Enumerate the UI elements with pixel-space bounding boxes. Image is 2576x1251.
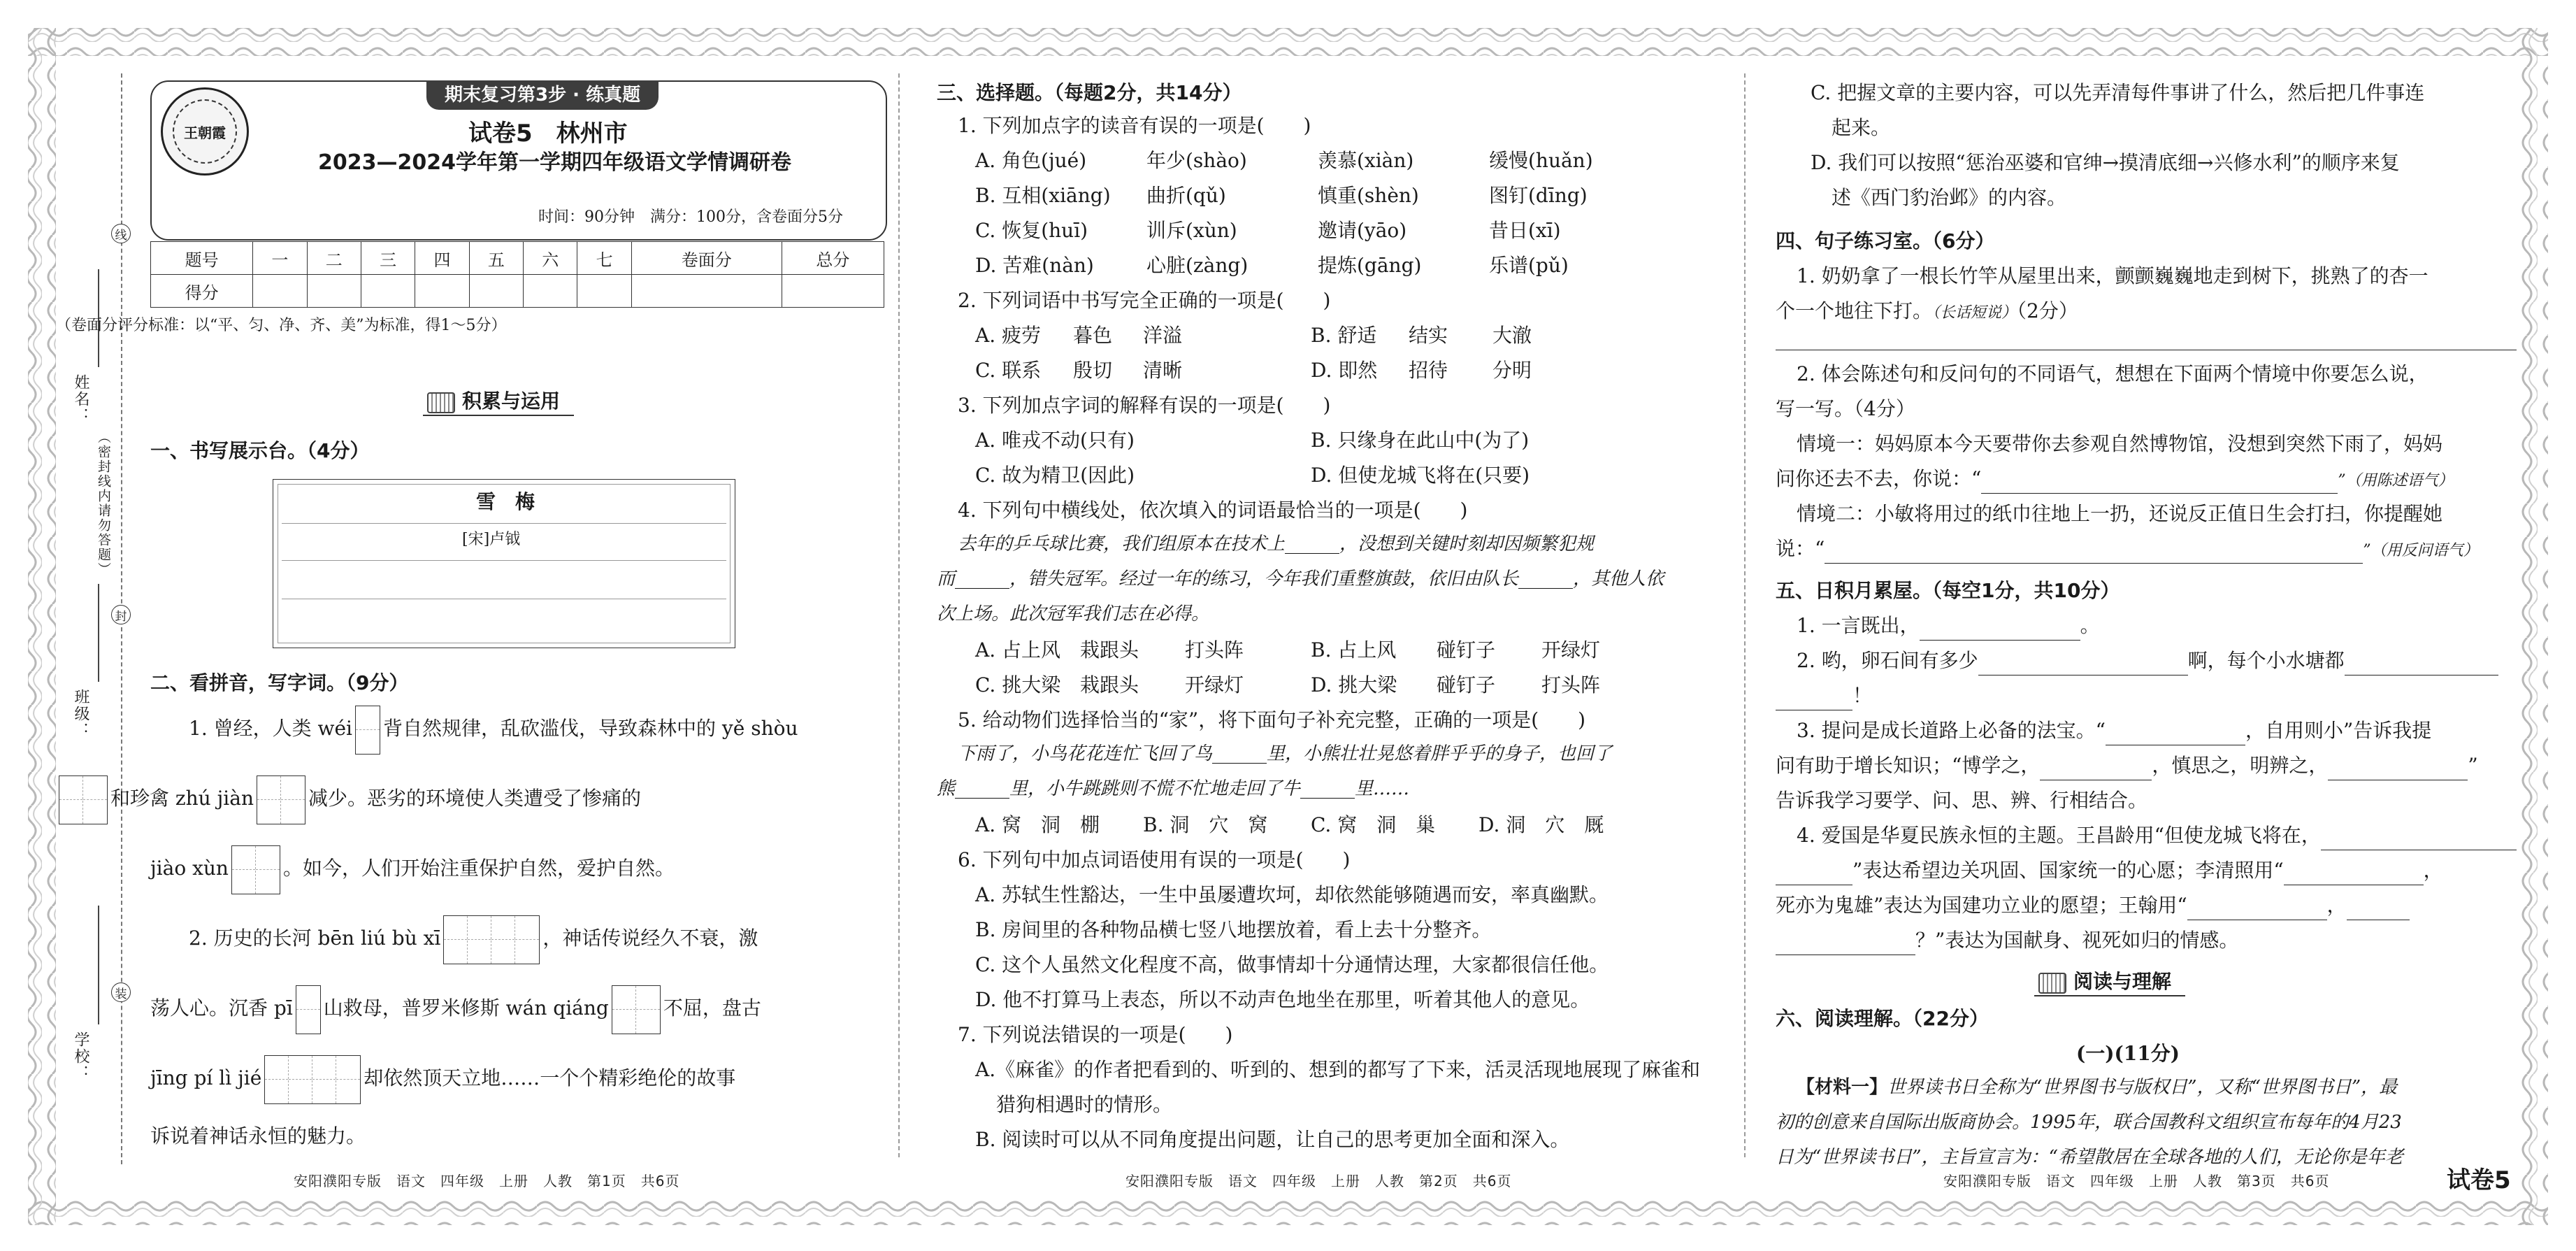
mc-q4-passage-3: 次上场。此次冠军我们志在必得。 — [937, 603, 1210, 624]
score-cell[interactable] — [631, 275, 782, 308]
tianzige-2char[interactable] — [231, 845, 280, 894]
q2-line-6 — [150, 1052, 735, 1104]
book-icon — [427, 392, 455, 413]
mc-q5-passage-1: 下雨了，小鸟花花连忙飞回了鸟______里，小熊壮壮晃悠着胖乎乎的身子，也回了 — [958, 743, 1613, 764]
q2-text: jiào xùn — [150, 857, 229, 880]
recite-q1: 1. 一言既出， 。 — [1797, 612, 2100, 641]
class-label: 班级： — [72, 689, 89, 739]
score-row-label: 得分 — [151, 275, 253, 308]
mc-q1-option-d[interactable]: D. 苦难(nàn) 心脏(zàng) 提炼(gāng) 乐谱(pǔ) — [975, 254, 1569, 277]
mc-q4-passage-2: 而______，错失冠军。经过一年的练习，今年我们重整旗鼓，依旧由队长______，其他人依 — [937, 569, 1664, 589]
score-header-row — [151, 242, 884, 275]
answer-blank[interactable] — [1776, 936, 1915, 955]
recite-q4-d: ？”表达为国献身、视死如归的情感。 — [1776, 927, 2238, 955]
ruled-line — [282, 560, 726, 561]
mc-q7-option-a-1[interactable]: A.《麻雀》的作者把看到的、听到的、想到的都写了下来，活灵活现地展现了麻雀和 — [975, 1058, 1701, 1081]
mc-q7-option-d-2: 述《西门豹治邺》的内容。 — [1832, 186, 2067, 209]
score-cell[interactable] — [307, 275, 361, 308]
exam-subtitle: 2023—2024学年第一学期四年级语文学情调研卷 — [318, 150, 791, 175]
q2-text: 山救母，普罗米修斯 wán qiáng — [323, 996, 609, 1020]
name-label: 姓名： — [72, 374, 89, 424]
answer-blank[interactable] — [2328, 762, 2468, 780]
mc-q7-option-a-2: 猎狗相遇时的情形。 — [996, 1093, 1173, 1116]
mc-q4-options-cd[interactable]: C. 挑大梁 栽跟头 开绿灯 D. 挑大梁 碰钉子 打头阵 — [975, 673, 1601, 696]
recite-q4-b: ”表达希望边关巩固、国家统一的心愿；李清照用“ ， — [1776, 857, 2443, 885]
mc-q4-options-ab[interactable]: A. 占上风 栽跟头 打头阵 B. 占上风 碰钉子 开绿灯 — [975, 638, 1601, 662]
sentence-q1-a: 1. 奶奶拿了一根长竹竿从屋里出来，颤颤巍巍地走到树下，挑熟了的杏一 — [1797, 264, 2429, 287]
mc-q2: 2. 下列词语中书写完全正确的一项是( ) — [958, 289, 1331, 312]
school-label: 学校： — [72, 1031, 89, 1082]
binding-sidebar — [56, 66, 133, 1199]
score-cell[interactable] — [361, 275, 415, 308]
recite-q3-b: 问有助于增长知识；“博学之， ，慎思之，明辨之， ” — [1776, 752, 2478, 780]
material-1-c: 日为“世界读书日”，主旨宣言为：“希望散居在全球各地的人们，无论你是年老 — [1776, 1147, 2403, 1168]
handwriting-box[interactable] — [273, 479, 735, 648]
tianzige-1char[interactable] — [355, 706, 380, 755]
column-divider — [898, 73, 900, 1157]
recite-q4-a: 4. 爱国是华夏民族永恒的主题。王昌龄用“但使龙城飞将在， — [1797, 822, 2517, 850]
q2-line-2 — [56, 773, 641, 824]
mc-q1-option-a[interactable]: A. 角色(jué) 年少(shào) 羡慕(xiàn) 缓慢(huǎn) — [975, 149, 1593, 172]
logo-text: 王朝霞 — [184, 124, 226, 141]
q6-title: 六、阅读理解。（22分） — [1776, 1007, 1989, 1030]
q2-line-3 — [150, 843, 675, 894]
tianzige-1char[interactable] — [296, 985, 321, 1034]
mc-q1: 1. 下列加点字的读音有误的一项是( ) — [958, 114, 1311, 137]
sentence-q2-b: 写一写。（4分） — [1776, 397, 1915, 420]
mc-q7: 7. 下列说法错误的一项是( ) — [958, 1023, 1233, 1046]
answer-blank[interactable] — [1920, 622, 2080, 641]
score-header: 二 — [307, 242, 361, 275]
mc-q6-option-b[interactable]: B. 房间里的各种物品横七竖八地摆放着，看上去十分整齐。 — [975, 918, 1492, 941]
banner-label: 积累与运用 — [462, 389, 561, 413]
score-note: （卷面分评分标准：以“平、匀、净、齐、美”为标准，得1～5分） — [56, 317, 507, 334]
q2-text: 。如今，人们开始注重保护自然，爱护自然。 — [282, 857, 675, 880]
mc-q5-passage-2: 熊______里，小牛跳跳则不慌不忙地走回了牛______里…… — [937, 778, 1410, 799]
material-1-b: 初的创意来自国际出版商协会。1995年，联合国教科文组织宣布每年的4月23 — [1776, 1112, 2402, 1133]
q2-text: 减少。恶劣的环境使人类遭受了惨痛的 — [308, 787, 641, 810]
page-tag: 试卷5 — [2447, 1166, 2511, 1194]
score-header: 四 — [415, 242, 469, 275]
score-header: 三 — [361, 242, 415, 275]
q2-text: 和珍禽 zhú jiàn — [110, 787, 254, 810]
recite-q3-a: 3. 提问是成长道路上必备的法宝。“ ，自用则小”告诉我提 — [1797, 717, 2431, 745]
scenario-1-a: 情境一：妈妈原本今天要带你去参观自然博物馆，没想到突然下雨了，妈妈 — [1797, 432, 2443, 455]
mc-q5-options[interactable]: A. 窝 洞 棚 B. 洞 穴 窝 C. 窝 洞 巢 D. 洞 穴 厩 — [975, 813, 1604, 836]
q2-title: 二、看拼音，写字词。（9分） — [150, 671, 409, 694]
score-cell[interactable] — [469, 275, 523, 308]
q2-line-7: 诉说着神话永恒的魅力。 — [150, 1124, 366, 1148]
poem-title: 雪 梅 — [476, 490, 535, 513]
score-table — [150, 241, 884, 308]
tianzige-2char[interactable] — [612, 985, 661, 1034]
q5-title: 五、日积月累屋。（每空1分，共10分） — [1776, 579, 2120, 602]
sentence-q2-a: 2. 体会陈述句和反问句的不同语气，想想在下面两个情境中你要怎么说， — [1797, 362, 2429, 385]
q3-title: 三、选择题。（每题2分，共14分） — [937, 81, 1242, 104]
score-header: 卷面分 — [631, 242, 782, 275]
score-header: 六 — [524, 242, 577, 275]
q4-title: 四、句子练习室。（6分） — [1776, 229, 1995, 252]
score-header: 五 — [469, 242, 523, 275]
section-banner-reading — [2034, 968, 2185, 996]
mc-q1-option-b[interactable]: B. 互相(xiāng) 曲折(qǔ) 慎重(shèn) 图钉(dīng) — [975, 184, 1588, 207]
ruled-line — [282, 523, 726, 524]
q2-text: 1. 曾经，人类 wéi — [189, 717, 353, 740]
sentence-q1-b: 个一个地往下打。（长话短说）（2分） — [1776, 299, 2078, 322]
seal-mark-line: 线 — [111, 224, 131, 243]
mc-q6: 6. 下列句中加点词语使用有误的一项是( ) — [958, 848, 1351, 871]
exam-title: 试卷5 林州市 — [468, 120, 628, 148]
answer-blank[interactable] — [2345, 657, 2498, 675]
recite-q4-c: 死亦为鬼雄”表达为国建功立业的愿望；王翰用“ ， — [1776, 892, 2410, 920]
q2-text: 背自然规律，乱砍滥伐，导致森林中的 yě shòu — [383, 717, 798, 740]
column-divider — [1744, 73, 1746, 1157]
exam-sheet — [56, 66, 2520, 1199]
answer-blank[interactable] — [2187, 901, 2327, 920]
recite-q2-b: ！ — [1776, 682, 1872, 710]
q2-text: jīng pí lì jié — [150, 1066, 262, 1089]
mc-q4: 4. 下列句中横线处，依次填入的词语最恰当的一项是( ) — [958, 499, 1468, 522]
recite-q3-c: 告诉我学习要学、问、思、辨、行相结合。 — [1776, 789, 2148, 812]
scenario-1-b: 问你还去不去，你说：“ ”（用陈述语气） — [1776, 465, 2454, 494]
answer-blank[interactable] — [2040, 762, 2152, 780]
brand-logo — [161, 87, 249, 176]
q2-line-1 — [189, 703, 798, 755]
q2-text: 荡人心。沉香 pī — [150, 996, 293, 1020]
score-cell[interactable] — [415, 275, 469, 308]
tianzige-4char[interactable] — [443, 915, 540, 964]
score-header: 七 — [577, 242, 631, 275]
score-cell[interactable] — [253, 275, 307, 308]
q2-text: 2. 历史的长河 bēn liú bù xī — [189, 927, 441, 950]
answer-blank[interactable] — [2321, 831, 2517, 850]
mc-q1-option-c[interactable]: C. 恢复(huī) 训斥(xùn) 邀请(yāo) 昔日(xī) — [975, 219, 1561, 242]
score-header: 一 — [253, 242, 307, 275]
tianzige-4char[interactable] — [264, 1055, 361, 1104]
answer-blank[interactable] — [1776, 692, 1852, 710]
seal-mark-bind: 装 — [111, 982, 131, 1002]
score-row — [151, 275, 884, 308]
q1-title: 一、书写展示台。（4分） — [150, 439, 370, 462]
page-footer-3: 安阳濮阳专版 语文 四年级 上册 人教 第3页 共6页 — [1943, 1173, 2330, 1189]
banner-label: 阅读与理解 — [2073, 970, 2172, 993]
scenario-2-b: 说：“ ”（用反问语气） — [1776, 535, 2479, 564]
mc-q7-option-c-1[interactable]: C. 把握文章的主要内容，可以先弄清每件事讲了什么，然后把几件事连 — [1811, 81, 2425, 104]
seal-mark-seal: 封 — [111, 605, 131, 624]
school-field[interactable] — [98, 906, 99, 1024]
answer-blank[interactable] — [1776, 866, 1852, 885]
q2-line-5 — [150, 982, 761, 1034]
mc-q3-options-ab[interactable]: A. 唯戎不动(只有) B. 只缘身在此山中(为了) — [975, 429, 1530, 452]
class-field[interactable] — [98, 584, 99, 682]
answer-blank[interactable] — [2106, 727, 2245, 745]
mc-q2-options-ab[interactable]: A. 疲劳 暮色 洋溢 B. 舒适 结实 大澈 — [975, 324, 1532, 347]
mc-q6-option-a[interactable]: A. 苏轼生性豁达，一生中虽屡遭坎坷，却依然能够随遇而安，率真幽默。 — [975, 883, 1609, 906]
mc-q7-option-c-2: 起来。 — [1832, 116, 1891, 139]
mc-q7-option-b[interactable]: B. 阅读时可以从不同角度提出问题，让自己的思考更加全面和深入。 — [975, 1128, 1570, 1151]
score-cell[interactable] — [782, 275, 884, 308]
mc-q4-passage-1: 去年的乒乓球比赛，我们组原本在技术上______，没想到关键时刻却因频繁犯规 — [958, 534, 1595, 555]
answer-blank[interactable] — [1978, 657, 2188, 675]
page-footer-1: 安阳濮阳专版 语文 四年级 上册 人教 第1页 共6页 — [294, 1173, 680, 1189]
tianzige-2char[interactable] — [59, 775, 108, 824]
reading-sub-title: (一)(11分) — [2076, 1042, 2180, 1065]
book-icon — [2038, 973, 2066, 994]
scenario-2-a: 情境二：小敏将用过的纸巾往地上一扔，还说反正值日生会打扫，你提醒她 — [1797, 502, 2443, 525]
score-cell[interactable] — [577, 275, 631, 308]
answer-blank[interactable] — [2347, 901, 2410, 920]
q2-text: ，神话传说经久不衰，激 — [542, 927, 758, 950]
mc-q3-options-cd[interactable]: C. 故为精卫(因此) D. 但使龙城飞将在(只要) — [975, 464, 1530, 487]
section-banner-accumulation — [423, 388, 574, 416]
mc-q6-option-d[interactable]: D. 他不打算马上表态，所以不动声色地坐在那里，听着其他人的意见。 — [975, 988, 1590, 1011]
material-1-a: 【材料一】世界读书日全称为“世界图书与版权日”，又称“世界图书日”，最 — [1797, 1077, 2398, 1098]
tianzige-2char[interactable] — [257, 775, 305, 824]
page-footer-2: 安阳濮阳专版 语文 四年级 上册 人教 第2页 共6页 — [1125, 1173, 1512, 1189]
seal-note: （密封线内请勿答题） — [96, 430, 111, 577]
score-header: 总分 — [782, 242, 884, 275]
q2-text: 却依然顶天立地……一个个精彩绝伦的故事 — [364, 1066, 736, 1089]
mc-q3: 3. 下列加点字词的解释有误的一项是( ) — [958, 394, 1331, 417]
mc-q2-options-cd[interactable]: C. 联系 殷切 清晰 D. 即然 招待 分明 — [975, 359, 1532, 382]
mc-q5: 5. 给动物们选择恰当的“家”，将下面句子补充完整，正确的一项是( ) — [958, 708, 1586, 731]
answer-blank[interactable] — [1825, 545, 2363, 564]
recite-q2-a: 2. 哟，卵石间有多少 啊，每个小水塘都 — [1797, 647, 2498, 675]
exam-meta: 时间：90分钟 满分：100分，含卷面分5分 — [538, 208, 843, 226]
mc-q7-option-d-1[interactable]: D. 我们可以按照“惩治巫婆和官绅→摸清底细→兴修水利”的顺序来复 — [1811, 151, 2400, 174]
header-tab: 期末复习第3步 · 练真题 — [426, 80, 659, 110]
score-header: 题号 — [151, 242, 253, 275]
mc-q6-option-c[interactable]: C. 这个人虽然文化程度不高，做事情却十分通情达理，大家都很信任他。 — [975, 953, 1609, 976]
answer-blank[interactable] — [2284, 866, 2424, 885]
answer-blank[interactable] — [1981, 475, 2338, 494]
poem-author: [宋]卢钺 — [462, 531, 521, 548]
q2-line-4 — [189, 913, 758, 964]
q2-text: 不屈，盘古 — [663, 996, 761, 1020]
score-cell[interactable] — [524, 275, 577, 308]
